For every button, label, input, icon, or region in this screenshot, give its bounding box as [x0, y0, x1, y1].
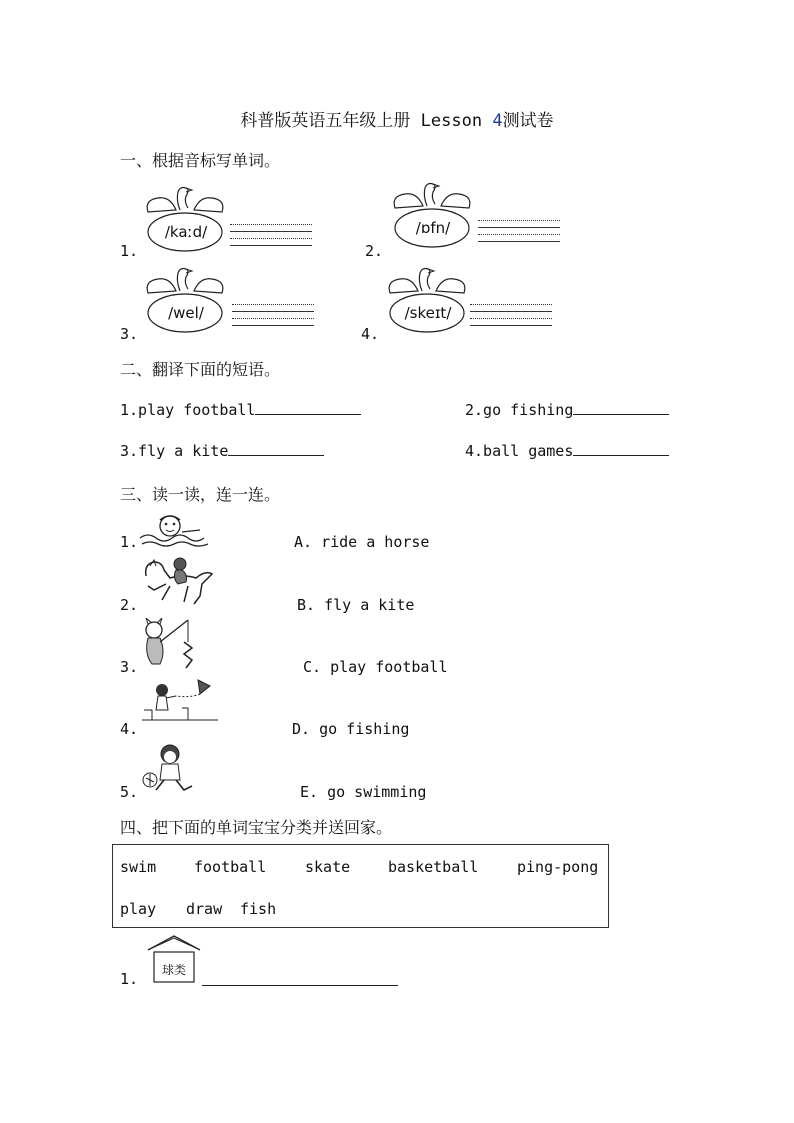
house-label: 球类	[161, 963, 186, 977]
bird-icon	[140, 263, 230, 343]
word-item: football	[194, 858, 267, 876]
section3-heading: 三、读一读，连一连。	[120, 485, 281, 504]
phonetic-text: /kaːd/	[164, 223, 208, 241]
page-title: 科普版英语五年级上册 Lesson 4测试卷	[240, 111, 554, 131]
section2-heading: 二、翻译下面的短语。	[120, 360, 281, 379]
writing-lines	[232, 298, 314, 326]
word-item: swim	[120, 858, 157, 876]
bird-picture	[382, 263, 472, 343]
answer-line	[202, 985, 398, 986]
swimmer-icon	[138, 512, 210, 548]
phrase-item: 4.ball games	[465, 441, 669, 460]
phonetic-text: /skeɪt/	[404, 304, 452, 322]
match-option: E. go swimming	[300, 783, 427, 801]
word-item: fish	[240, 900, 277, 918]
item-number: 1.	[120, 242, 139, 260]
bird-icon	[387, 178, 477, 258]
writing-lines	[230, 218, 312, 246]
horse-rider-icon	[140, 556, 216, 608]
match-number: 4.	[120, 720, 139, 738]
match-number: 1.	[120, 533, 139, 551]
writing-lines	[478, 214, 560, 242]
match-number: 3.	[120, 658, 139, 676]
section4-heading: 四、把下面的单词宝宝分类并送回家。	[120, 818, 393, 837]
bird-picture	[387, 178, 477, 258]
bird-icon	[140, 182, 230, 262]
item-number: 4.	[361, 325, 380, 343]
bird-icon	[382, 263, 472, 343]
kite-flying-picture	[140, 676, 220, 722]
word-item: skate	[305, 858, 351, 876]
word-item: ping-pong	[517, 858, 599, 876]
football-picture	[140, 742, 200, 794]
phonetic-text: /wel/	[168, 304, 204, 322]
kite-flyer-icon	[140, 676, 220, 722]
match-option: A. ride a horse	[294, 533, 430, 551]
bird-picture	[140, 263, 230, 343]
fishing-picture	[140, 618, 200, 672]
match-option: C. play football	[303, 658, 448, 676]
house-picture	[146, 934, 202, 986]
match-number: 2.	[120, 596, 139, 614]
item-number: 3.	[120, 325, 139, 343]
phonetic-text: /ɒfn/	[415, 219, 451, 237]
section1-heading: 一、根据音标写单词。	[120, 151, 281, 170]
word-item: basketball	[388, 858, 479, 876]
item-number: 2.	[365, 242, 384, 260]
match-option: B. fly a kite	[297, 596, 415, 614]
word-item: draw	[186, 900, 223, 918]
match-option: D. go fishing	[292, 720, 410, 738]
fisher-icon	[140, 618, 200, 672]
phrase-item: 3.fly a kite	[120, 441, 324, 460]
writing-lines	[470, 298, 552, 326]
match-number: 5.	[120, 783, 139, 801]
word-item: play	[120, 900, 157, 918]
phrase-item: 2.go fishing	[465, 400, 669, 419]
house-number: 1.	[120, 970, 139, 988]
football-player-icon	[140, 742, 200, 794]
bird-picture	[140, 182, 230, 262]
horse-riding-picture	[140, 556, 216, 608]
swimming-picture	[138, 512, 210, 548]
house-icon	[146, 934, 202, 986]
phrase-item: 1.play football	[120, 400, 361, 419]
